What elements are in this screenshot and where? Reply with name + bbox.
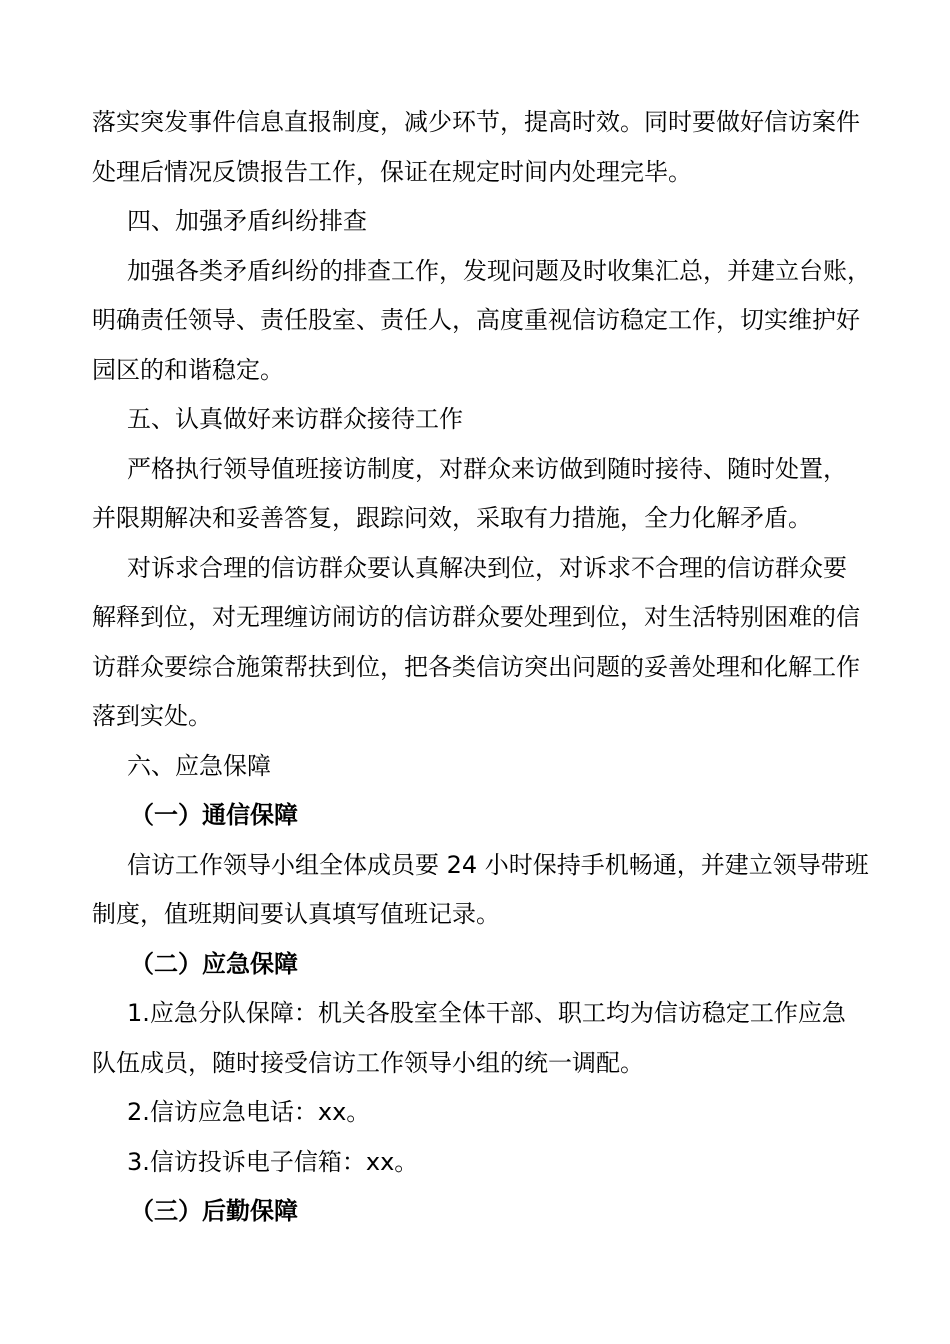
body-text-line: 落实突发事件信息直报制度，减少环节，提高时效。同时要做好信访案件	[92, 108, 860, 136]
body-text-line: 3.信访投诉电子信箱：xx。	[127, 1148, 419, 1176]
body-text-line: 访群众要综合施策帮扶到位，把各类信访突出问题的妥善处理和化解工作	[92, 653, 860, 681]
body-text-line: 加强各类矛盾纠纷的排查工作，发现问题及时收集汇总，并建立台账，	[127, 257, 871, 285]
body-text-line: 处理后情况反馈报告工作，保证在规定时间内处理完毕。	[92, 158, 692, 186]
body-text-line: 并限期解决和妥善答复，跟踪问效，采取有力措施，全力化解矛盾。	[92, 504, 812, 532]
body-text-line: 明确责任领导、责任股室、责任人，高度重视信访稳定工作，切实维护好	[92, 306, 860, 334]
body-text-line: 园区的和谐稳定。	[92, 356, 284, 384]
section-heading: 五、认真做好来访群众接待工作	[127, 405, 463, 433]
body-text-line: 解释到位，对无理缠访闹访的信访群众要处理到位，对生活特别困难的信	[92, 603, 860, 631]
body-text-line: 信访工作领导小组全体成员要 24 小时保持手机畅通，并建立领导带班	[127, 851, 869, 879]
section-heading: 六、应急保障	[127, 752, 271, 780]
subsection-heading: （一）通信保障	[130, 801, 298, 829]
body-text-line: 队伍成员，随时接受信访工作领导小组的统一调配。	[92, 1049, 644, 1077]
section-heading: 四、加强矛盾纠纷排查	[127, 207, 367, 235]
body-text-line: 1.应急分队保障：机关各股室全体干部、职工均为信访稳定工作应急	[127, 999, 846, 1027]
body-text-line: 落到实处。	[92, 702, 212, 730]
body-text-line: 2.信访应急电话：xx。	[127, 1098, 371, 1126]
subsection-heading: （三）后勤保障	[130, 1197, 298, 1225]
subsection-heading: （二）应急保障	[130, 950, 298, 978]
body-text-line: 对诉求合理的信访群众要认真解决到位，对诉求不合理的信访群众要	[127, 554, 847, 582]
body-text-line: 严格执行领导值班接访制度，对群众来访做到随时接待、随时处置，	[127, 455, 847, 483]
body-text-line: 制度，值班期间要认真填写值班记录。	[92, 900, 500, 928]
